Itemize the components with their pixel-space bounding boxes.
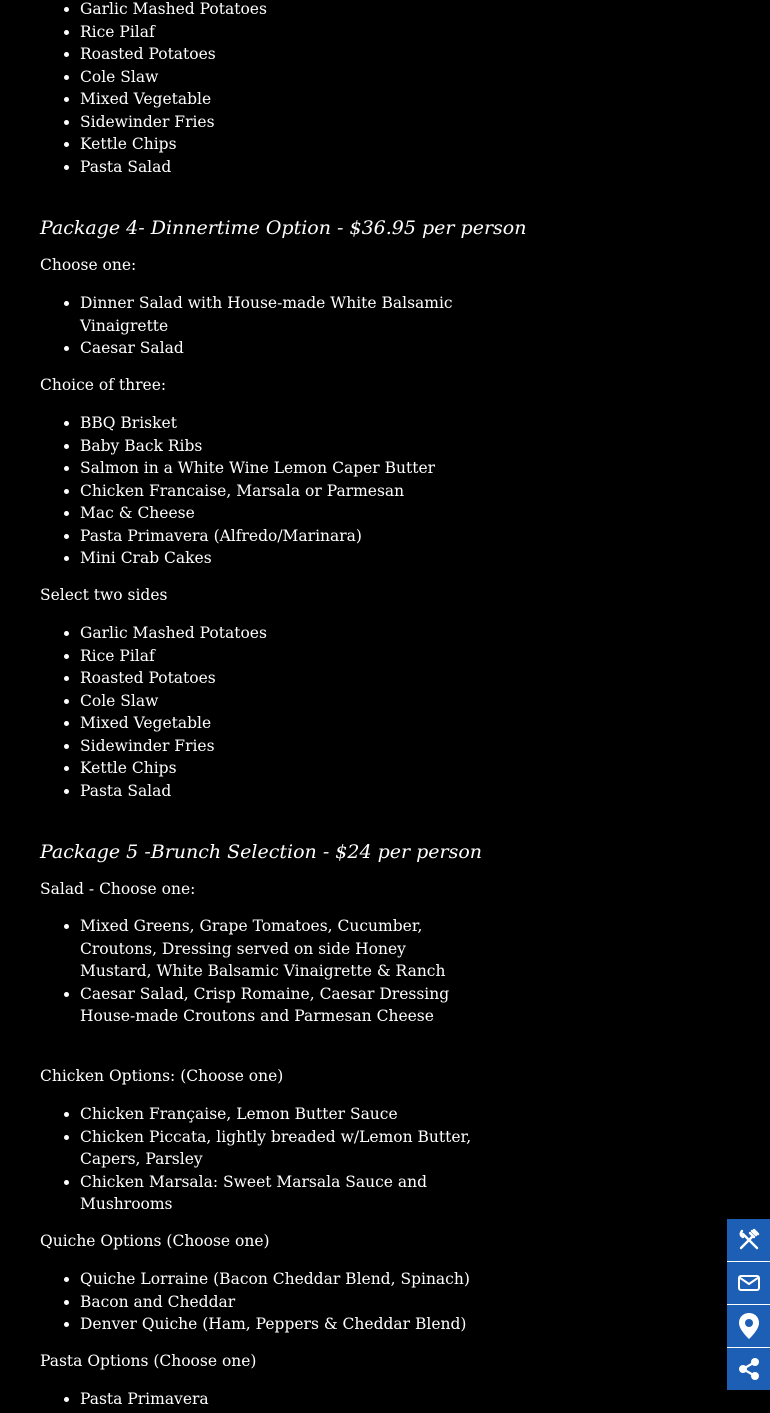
list-item: • Rice Pilaf [80,645,480,668]
list-item: • Pasta Salad [80,156,480,179]
list-item: • BBQ Brisket [80,412,480,435]
list-item: • Chicken Française, Lemon Butter Sauce [80,1103,480,1126]
list-item: • Sidewinder Fries [80,111,480,134]
floating-action-sidebar [727,1219,770,1390]
package4-salads-list [40,292,480,360]
list-item: • Rice Pilaf [80,21,480,44]
package5-chicken-label: Chicken Options: (Choose one) [40,1067,284,1085]
map-pin-icon [738,1312,760,1340]
share-icon [737,1357,761,1381]
package5-quiche-list [40,1268,480,1336]
email-button[interactable] [727,1262,770,1305]
package4-entrees-block [40,412,480,570]
list-item: • Sidewinder Fries [80,735,480,758]
list-item: • Roasted Potatoes [80,667,480,690]
list-item: • Garlic Mashed Potatoes [80,0,480,21]
list-item: • Roasted Potatoes [80,43,480,66]
list-item: • Mini Crab Cakes [80,547,480,570]
package5-pasta-list [40,1388,480,1411]
list-item: • Caesar Salad [80,337,480,360]
list-item: • Kettle Chips [80,133,480,156]
list-item: • Kettle Chips [80,757,480,780]
list-item: • Denver Quiche (Ham, Peppers & Cheddar Blend) [80,1313,480,1336]
list-item: • Quiche Lorraine (Bacon Cheddar Blend, Spinach) [80,1268,480,1291]
list-item: • Mixed Vegetable [80,712,480,735]
package5-pasta-block [40,1388,480,1411]
list-item: • Salmon in a White Wine Lemon Caper Butter [80,457,480,480]
list-item: • Pasta Primavera [80,1388,480,1411]
package5-pasta-label: Pasta Options (Choose one) [40,1352,257,1370]
package4-sides-block [40,622,480,802]
list-item: • Dinner Salad with House-made White Balsamic Vinaigrette [80,292,480,337]
envelope-icon [737,1273,761,1293]
list-item: • Cole Slaw [80,66,480,89]
package4-sides-label: Select two sides [40,586,168,604]
list-item: • Mixed Vegetable [80,88,480,111]
package5-chicken-block [40,1103,480,1216]
list-item: • Cole Slaw [80,690,480,713]
package5-quiche-label: Quiche Options (Choose one) [40,1232,270,1250]
package5-title: Package 5 -Brunch Selection - $24 per person [40,841,483,863]
package5-quiche-block [40,1268,480,1336]
top-sides-block [40,0,480,178]
list-item: • Chicken Francaise, Marsala or Parmesan [80,480,480,503]
package5-salads-list [40,915,480,1028]
list-item: • Caesar Salad, Crisp Romaine, Caesar Dressing House-made Croutons and Parmesan Cheese [80,983,480,1028]
menu-button[interactable] [727,1219,770,1262]
package4-salad-label: Choose one: [40,256,137,274]
list-item: • Bacon and Cheddar [80,1291,480,1314]
utensils-icon [737,1228,761,1252]
location-button[interactable] [727,1305,770,1348]
package5-salads-block [40,915,480,1028]
list-item: • Garlic Mashed Potatoes [80,622,480,645]
list-item: • Mac & Cheese [80,502,480,525]
package4-salads-block [40,292,480,360]
list-item: • Pasta Salad [80,780,480,803]
package5-salad-label: Salad - Choose one: [40,880,196,898]
list-item: • Chicken Piccata, lightly breaded w/Lemon Butter, Capers, Parsley [80,1126,480,1171]
package4-entrees-list [40,412,480,570]
list-item: • Baby Back Ribs [80,435,480,458]
package4-sides-list [40,622,480,802]
package5-chicken-list [40,1103,480,1216]
top-sides-list [40,0,480,178]
share-button[interactable] [727,1348,770,1390]
list-item: • Pasta Primavera (Alfredo/Marinara) [80,525,480,548]
list-item: • Chicken Marsala: Sweet Marsala Sauce and Mushrooms [80,1171,480,1216]
package4-entree-label: Choice of three: [40,376,167,394]
list-item: • Mixed Greens, Grape Tomatoes, Cucumber, Croutons, Dressing served on side Honey Mustard, White Balsamic Vinaigrette & Ranch [80,915,480,983]
package4-title: Package 4- Dinnertime Option - $36.95 per person [40,217,527,239]
